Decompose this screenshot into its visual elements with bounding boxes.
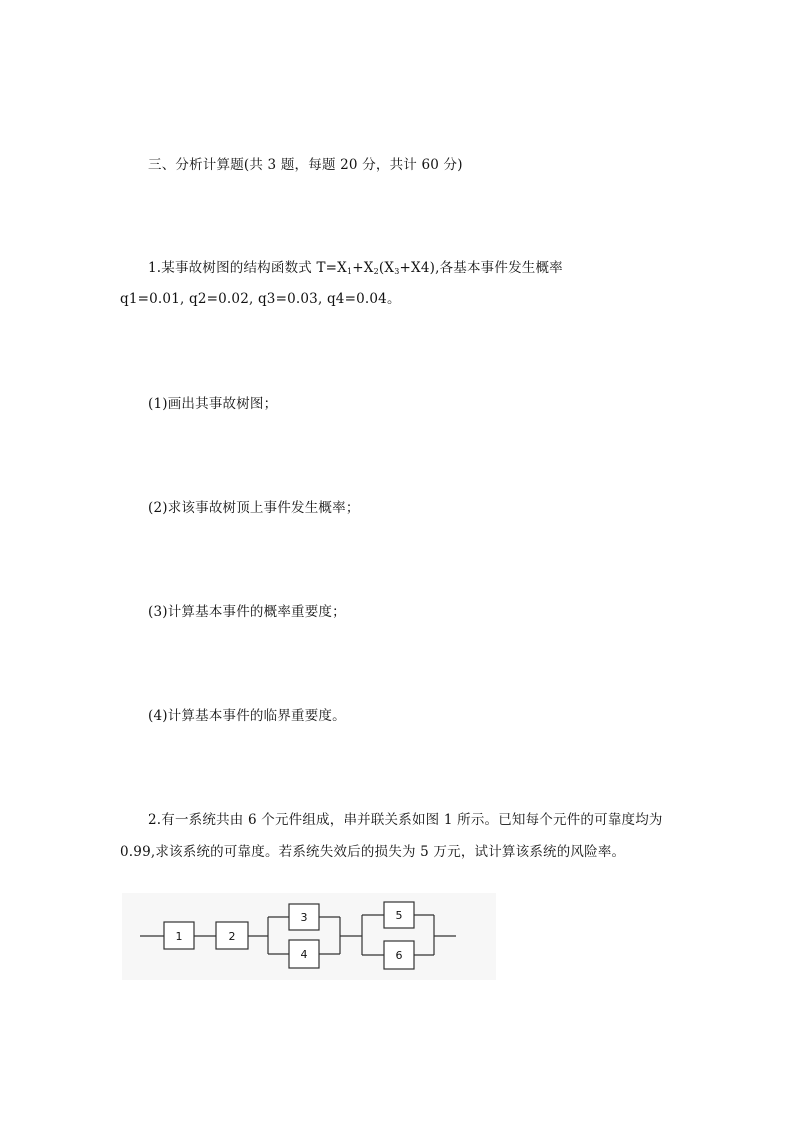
component-label-6: 6: [395, 949, 403, 962]
component-label-2: 2: [228, 930, 236, 943]
component-label-3: 3: [300, 911, 308, 924]
question-2-text-continued: 0.99,求该系统的可靠度。若系统失效后的损失为 5 万元，试计算该系统的风险率。: [120, 844, 626, 860]
diagram-svg: [122, 893, 496, 980]
question-1-prefix: 1.某事故树图的结构函数式 T=X: [148, 260, 347, 276]
question-1-part-4: (4)计算基本事件的临界重要度。: [148, 708, 346, 724]
series-parallel-diagram: [122, 893, 496, 980]
question-1-probabilities: q1=0.01, q2=0.02, q3=0.03, q4=0.04。: [120, 291, 401, 307]
component-label-5: 5: [395, 909, 403, 922]
question-1-plus-x: +X: [352, 260, 374, 276]
subscript-3: 3: [394, 267, 400, 276]
question-1-paren-x: (X: [378, 260, 395, 276]
question-1-part-1: (1)画出其事故树图；: [148, 396, 278, 412]
question-2-text: 2.有一系统共由 6 个元件组成，串并联关系如图 1 所示。已知每个元件的可靠度均为: [148, 812, 663, 828]
subscript-2: 2: [373, 267, 379, 276]
section-heading: 三、分析计算题(共 3 题，每题 20 分，共计 60 分): [148, 157, 463, 173]
question-1-part-3: (3)计算基本事件的概率重要度；: [148, 604, 346, 620]
subscript-1: 1: [347, 267, 353, 276]
question-1-part-2: (2)求该事故树顶上事件发生概率；: [148, 500, 360, 516]
component-label-1: 1: [175, 930, 183, 943]
question-1-suffix: +X4),各基本事件发生概率: [399, 260, 563, 276]
component-label-4: 4: [300, 948, 308, 961]
question-1-text: [148, 259, 563, 277]
